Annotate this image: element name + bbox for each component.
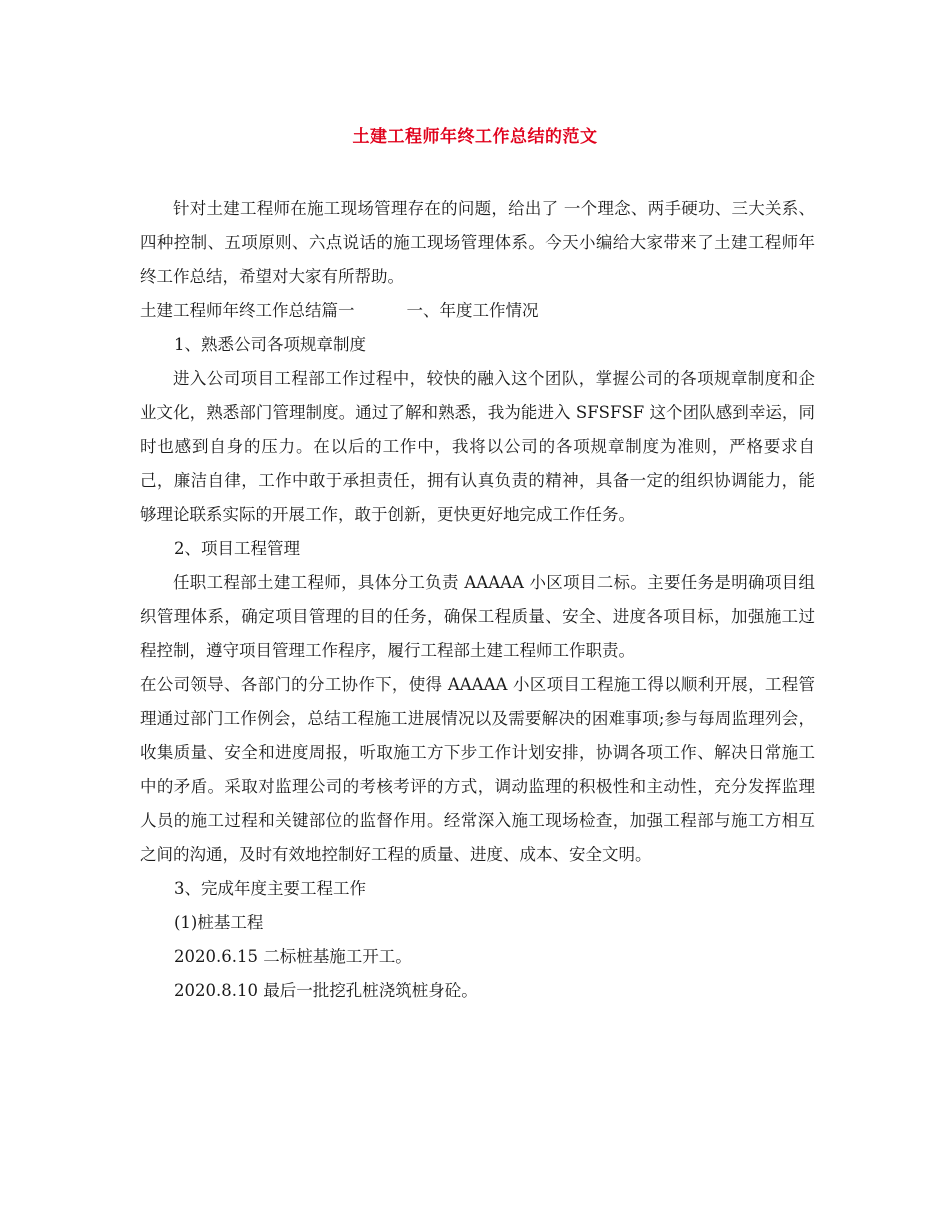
item3-subheading: (1)桩基工程 — [174, 913, 264, 932]
item1-paragraph: 进入公司项目工程部工作过程中，较快的融入这个团队，掌握公司的各项规章制度和企业文化，熟悉部门管理制度。通过了解和熟悉，我为能进入 SFSFSF 这个团队感到幸运，同时也感到自身的压力。在以后的工作中，我将以公司的各项规章制度为准则，严格要求自己，廉洁自律，工作中敢于承担责任，拥有认真负责的精神，具备一定的组织协调能力，能够理论联系实际的开展工作，敢于创新，更快更好地完成工作任务。 — [140, 369, 815, 524]
document-title: 土建工程师年终工作总结的范文 — [352, 127, 598, 147]
item3-heading: 3、完成年度主要工程工作 — [174, 879, 366, 898]
section-heading — [140, 294, 815, 328]
intro-paragraph: 针对土建工程师在施工现场管理存在的问题，给出了 一个理念、两手硬功、三大关系、四种控制、五项原则、六点说话的施工现场管理体系。今天小编给大家带来了土建工程师年终工作总结，希望对大家有所帮助。 — [140, 199, 815, 286]
item1-heading: 1、熟悉公司各项规章制度 — [174, 335, 366, 354]
item2-heading: 2、项目工程管理 — [174, 539, 300, 558]
section-heading-title: 土建工程师年终工作总结篇一 — [140, 301, 355, 320]
document-body — [140, 192, 815, 1008]
item3-entry-1: 2020.6.15 二标桩基施工开工。 — [174, 947, 412, 966]
item2-paragraph-a: 任职工程部土建工程师，具体分工负责 AAAAA 小区项目二标。主要任务是明确项目组织管理体系，确定项目管理的目的任务，确保工程质量、安全、进度各项目标，加强施工过程控制，遵守项目管理工作程序，履行工程部土建工程师工作职责。 — [140, 573, 815, 660]
item2-paragraph-b: 在公司领导、各部门的分工协作下，使得 AAAAA 小区项目工程施工得以顺利开展，工程管理通过部门工作例会，总结工程施工进展情况以及需要解决的困难事项;参与每周监理列会，收集质量、安全和进度周报，听取施工方下步工作计划安排，协调各项工作、解决日常施工中的矛盾。采取对监理公司的考核考评的方式，调动监理的积极性和主动性，充分发挥监理人员的施工过程和关键部位的监督作用。经常深入施工现场检查，加强工程部与施工方相互之间的沟通，及时有效地控制好工程的质量、进度、成本、安全文明。 — [140, 675, 815, 864]
item3-entry-2: 2020.8.10 最后一批挖孔桩浇筑桩身砼。 — [174, 981, 478, 1000]
section-heading-subtitle: 一、年度工作情况 — [406, 301, 539, 320]
